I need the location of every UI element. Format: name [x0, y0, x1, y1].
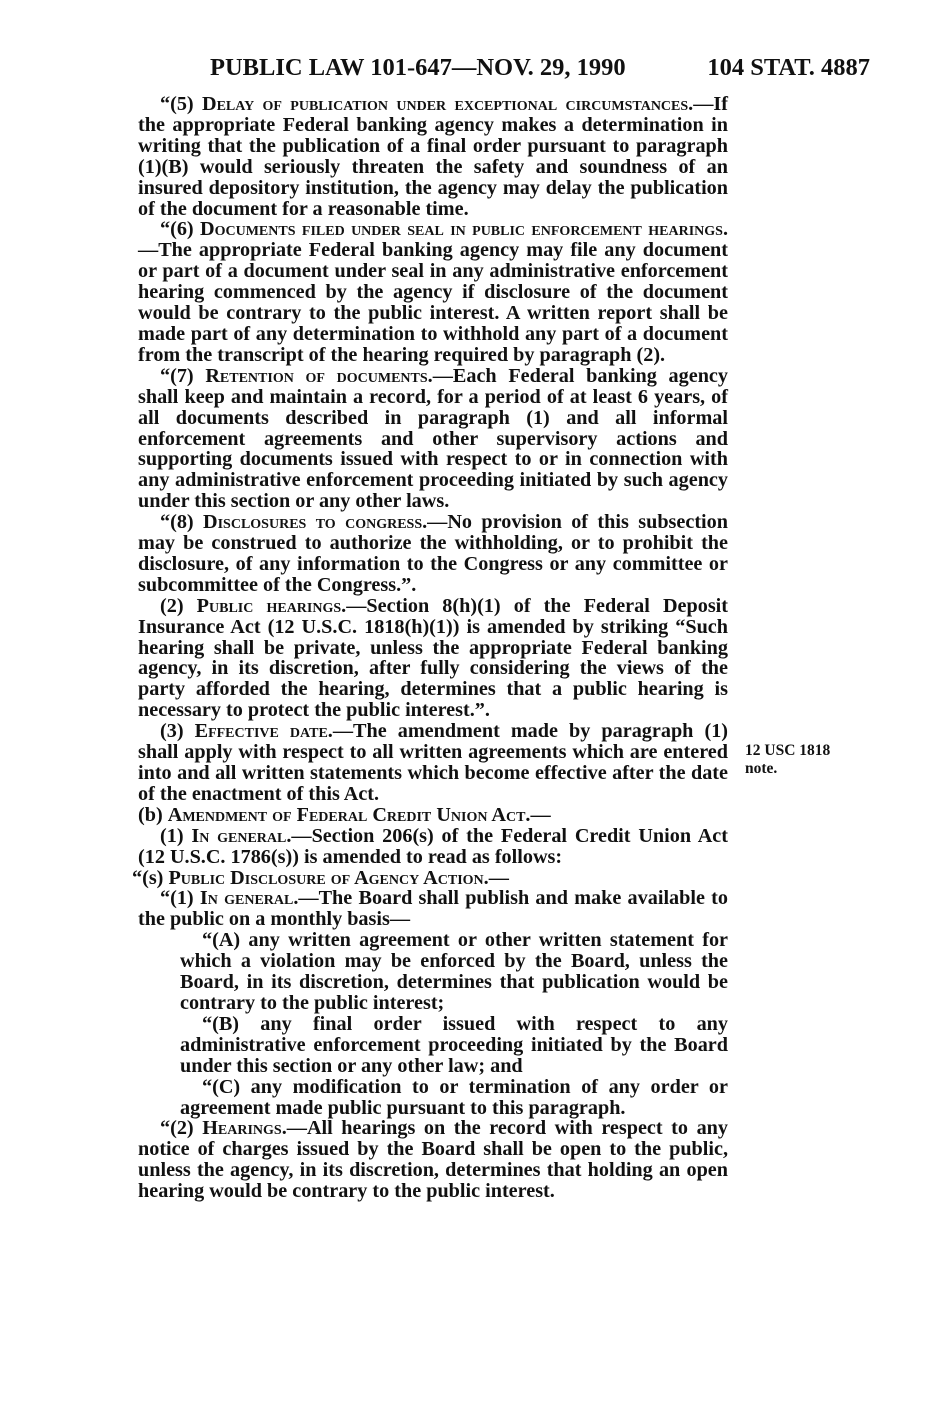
document-body	[132, 93, 729, 1203]
header-stat-page: 104 STAT. 4887	[707, 54, 870, 81]
paragraph-5-delay-publication: “(5) Delay of publication under exceptional circumstances.—If the appropriate Federal banking agency makes a determination in writing that the publication of a final order pursuant to paragraph (1)(B) would seriously threaten the safety and soundness of an insured depository institution, the agency may delay the publication of the document for a reasonable time.	[138, 93, 728, 220]
s-paragraph-2-hearings: “(2) Hearings.—All hearings on the record with respect to any notice of charges issued by the Board shall be open to the public, unless the agency, in its discretion, determines that holding an open hearing would be contrary to the public interest.	[138, 1117, 728, 1203]
s-paragraph-1-in-general: “(1) In general.—The Board shall publish and make available to the public on a monthly basis—	[138, 887, 729, 931]
paragraph-8-disclosures: “(8) Disclosures to congress.—No provision of this subsection may be construed to authorize the withholding, or to prohibit the disclosure, of any information to the Congress or any committee or subcommittee of the Congress.”.	[138, 511, 728, 596]
paragraph-1-in-general: (1) In general.—Section 206(s) of the Federal Credit Union Act (12 U.S.C. 1786(s)) is amended to read as follows:	[138, 824, 728, 868]
running-header	[210, 54, 870, 86]
clause-b: “(B) any final order issued with respect to any administrative enforcement proceeding initiated by the Board under this section or any other law; and	[180, 1012, 728, 1077]
header-public-law: PUBLIC LAW 101-647—NOV. 29, 1990	[210, 54, 626, 81]
margin-note-suffix: note.	[745, 760, 778, 777]
paragraph-3-effective-date: (3) Effective date.—The amendment made by paragraph (1) shall apply with respect to all written agreements which are entered into and all written statements which become effective after the date of the enactment of this Act.	[138, 720, 729, 805]
paragraph-7-retention: “(7) Retention of documents.—Each Federal banking agency shall keep and maintain a record, for a period of at least 6 years, of all documents described in paragraph (1) and all informal enforcement agreements and other supervisory actions and supporting documents issued with respect to or in connection with any administrative enforcement proceeding initiated by such agency under this section or any other laws.	[138, 364, 728, 513]
margin-note	[745, 742, 855, 778]
margin-note-citation: 12 USC 1818	[745, 742, 831, 759]
paragraph-2-public-hearings: (2) Public hearings.—Section 8(h)(1) of the Federal Deposit Insurance Act (12 U.S.C. 1818(h)(1)) is amended by striking “Such hearing shall be private, unless the appropriate Federal banking agency, in its discretion, after fully considering the views of the party afforded the hearing, determines that a public hearing is necessary to protect the public interest.”.	[138, 594, 729, 722]
paragraph-6-documents-under-seal: “(6) Documents filed under seal in public enforcement hearings.—The appropriate Federal banking agency may file any document or part of a document under seal in any administrative enforcement hearing commenced by the agency if disclosure of the document would be contrary to the public interest. A written report shall be made part of any determination to withhold any part of a document from the transcript of the hearing required by paragraph (2).	[138, 218, 728, 366]
clause-c: “(C) any modification to or termination of any order or agreement made public pursuant to this paragraph.	[180, 1075, 728, 1119]
subsection-s-heading: “(s) Public Disclosure of Agency Action.—	[132, 866, 509, 889]
subsection-b-heading: (b) Amendment of Federal Credit Union Act.—	[138, 803, 551, 826]
clause-a: “(A) any written agreement or other written statement for which a violation may be enforced by the Board, unless the Board, in its discretion, determines that publication would be contrary to the public interest;	[180, 929, 728, 1014]
